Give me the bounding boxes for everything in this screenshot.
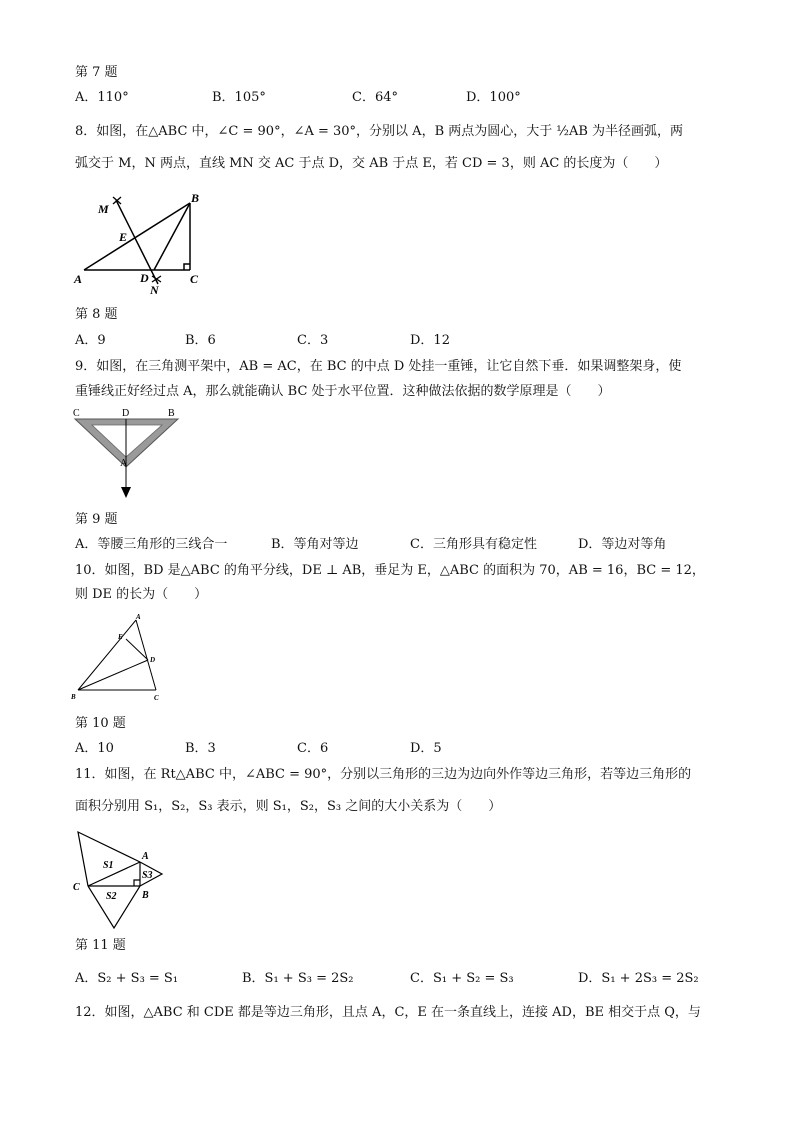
q7-option-a: A．110° [75, 90, 129, 105]
q7-option-d: D．100° [466, 90, 521, 105]
q8-label-c: C [190, 272, 199, 286]
q11-option-d: D．S₁ + 2S₃ = 2S₂ [578, 971, 699, 986]
q11-label-a: A [142, 851, 149, 862]
q8-option-a: A．9 [75, 333, 106, 348]
q8-label-d: D [140, 271, 149, 285]
q9-plumb-weight [121, 487, 131, 498]
q10-option-d: D．5 [410, 741, 442, 756]
q10-figure [70, 610, 170, 705]
q7-option-b: B．105° [212, 90, 266, 105]
q10-segment-bd [78, 660, 148, 690]
q9-option-b: B．等角对等边 [271, 537, 359, 552]
q8-option-b: B．6 [185, 333, 216, 348]
q9-text-line1: 9．如图，在三角测平架中，AB = AC，在 BC 的中点 D 处挂一重锤，让它自然下垂．如果调整架身，使 [75, 359, 682, 374]
q10-label-c: C [154, 694, 159, 702]
q8-segment-bd [154, 203, 190, 270]
q10-label-a: A [136, 613, 141, 621]
q8-text-line1: 8．如图，在△ABC 中，∠C = 90°，∠A = 30°，分别以 A，B 两点为圆心，大于 ½AB 为半径画弧，两 [75, 124, 684, 139]
q9-label-b: B [168, 408, 175, 419]
q7-option-c: C．64° [352, 90, 398, 105]
q11-text-line2: 面积分别用 S₁，S₂，S₃ 表示，则 S₁，S₂，S₃ 之间的大小关系为（ ） [75, 799, 502, 814]
q11-label-s2: S2 [106, 891, 117, 902]
q12-text-line1: 12．如图，△ABC 和 CDE 都是等边三角形，且点 A，C，E 在一条直线上，连接 AD，BE 相交于点 Q，与 [75, 1005, 701, 1020]
q8-option-c: C．3 [297, 333, 329, 348]
q8-label-m: M [98, 202, 109, 216]
q11-option-b: B．S₁ + S₃ = 2S₂ [242, 971, 354, 986]
q9-label-c: C [73, 408, 80, 419]
q11-label-c: C [73, 882, 80, 893]
q8-label-e: E [119, 230, 128, 244]
q10-segment-ab [78, 620, 136, 690]
q11-label-b: B [142, 890, 149, 901]
q10-label-b: B [71, 693, 76, 701]
q9-caption: 第 9 题 [75, 512, 118, 527]
q8-label-n: N [150, 283, 159, 296]
q8-option-d: D．12 [410, 333, 450, 348]
q8-figure [72, 190, 212, 296]
q9-label-a: A [120, 458, 128, 469]
q11-label-s3: S3 [142, 870, 153, 881]
q8-caption: 第 8 题 [75, 307, 118, 322]
q8-label-a: A [74, 272, 83, 286]
q10-option-c: C．6 [297, 741, 329, 756]
q8-label-b: B [191, 191, 200, 205]
q9-option-c: C．三角形具有稳定性 [410, 537, 537, 552]
q11-option-a: A．S₂ + S₃ = S₁ [75, 971, 179, 986]
q10-label-d: D [150, 656, 156, 664]
q10-label-e: E [118, 633, 123, 641]
q11-segment-ca [88, 862, 140, 886]
q9-label-d: D [122, 408, 130, 419]
q11-label-s1: S1 [103, 860, 114, 871]
q8-text-line2: 弧交于 M，N 两点，直线 MN 交 AC 于点 D，交 AB 于点 E，若 CD = 3，则 AC 的长度为（ ） [75, 156, 668, 171]
q8-right-angle-mark [184, 264, 190, 270]
q10-option-a: A．10 [75, 741, 114, 756]
q9-figure [70, 405, 185, 505]
q11-figure [70, 828, 170, 933]
q11-option-c: C．S₁ + S₂ = S₃ [410, 971, 514, 986]
q11-triangle-s1 [78, 832, 140, 886]
q9-text-line2: 重锤线正好经过点 A，那么就能确认 BC 处于水平位置．这种做法依据的数学原理是（ ） [75, 384, 611, 399]
q11-text-line1: 11．如图，在 Rt△ABC 中，∠ABC = 90°，分别以三角形的三边为边向外作等边三角形，若等边三角形的 [75, 767, 692, 782]
q9-option-a: A．等腰三角形的三线合一 [75, 537, 228, 552]
q11-right-angle-mark [134, 880, 140, 886]
q10-option-b: B．3 [185, 741, 216, 756]
q9-option-d: D．等边对等角 [578, 537, 667, 552]
q10-text-line1: 10．如图，BD 是△ABC 的角平分线，DE ⊥ AB，垂足为 E，△ABC 的面积为 70，AB = 16，BC = 12， [75, 563, 705, 578]
q10-caption: 第 10 题 [75, 716, 126, 731]
q11-caption: 第 11 题 [75, 938, 126, 953]
q10-segment-ac [136, 620, 156, 690]
q10-text-line2: 则 DE 的长为（ ） [75, 587, 208, 602]
q7-caption: 第 7 题 [75, 65, 118, 80]
